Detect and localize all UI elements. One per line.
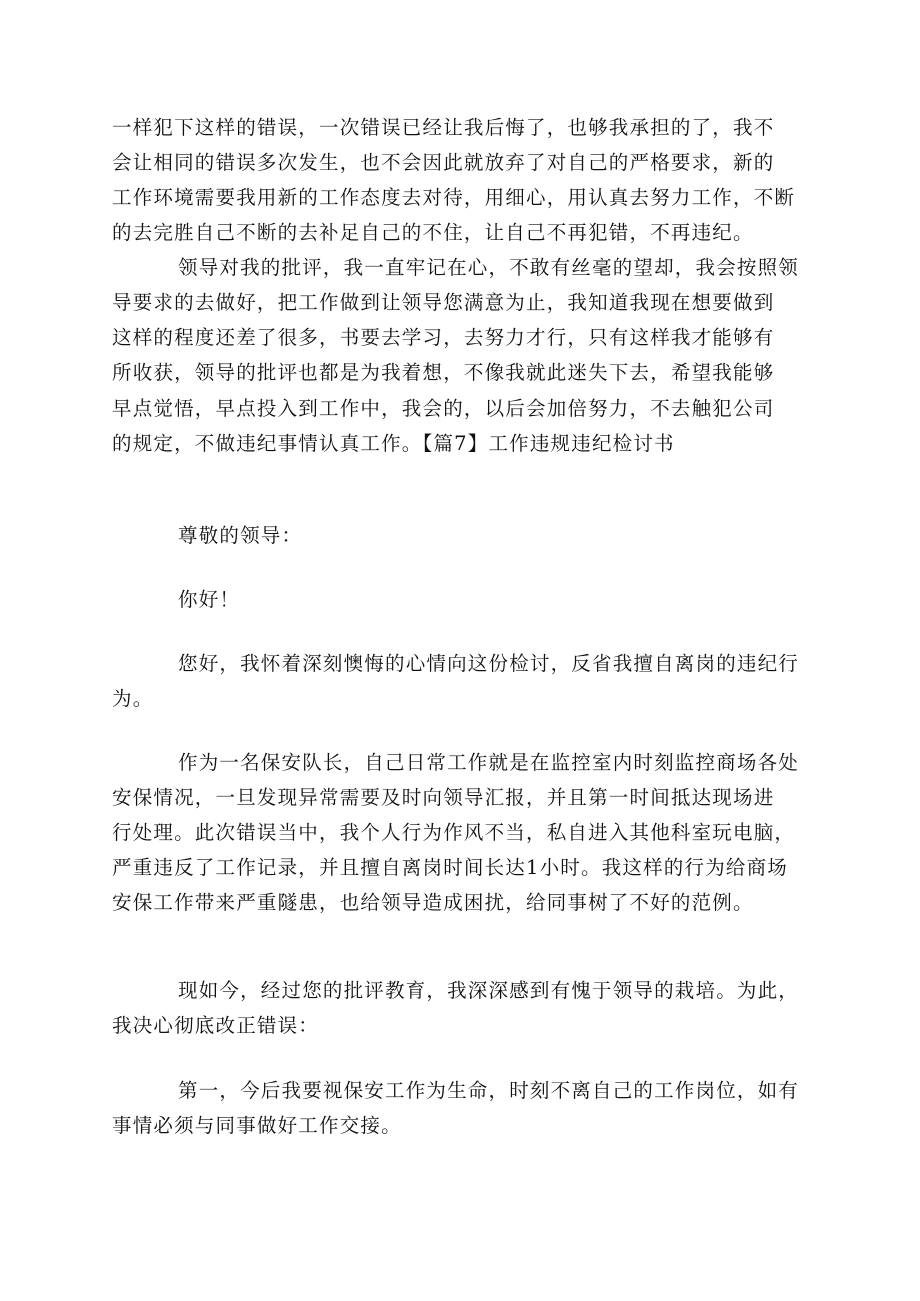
greeting: 你好！	[178, 588, 241, 611]
text-line: 工作环境需要我用新的工作态度去对待，用细心，用认真去努力工作，不断	[112, 186, 796, 209]
text-line: 这样的程度还差了很多，书要去学习，去努力才行，只有这样我才能够有	[112, 326, 775, 349]
text-line: 第一，今后我要视保安工作为生命，时刻不离自己的工作岗位，如有	[178, 1079, 800, 1102]
text-line: 会让相同的错误多次发生，也不会因此就放弃了对自己的严格要求，新的	[112, 151, 775, 174]
text-line: 所收获，领导的批评也都是为我着想，不像我就此迷失下去，希望我能够	[112, 361, 775, 384]
text-line: 作为一名保安队长，自己日常工作就是在监控室内时刻监控商场各处	[178, 751, 800, 774]
text-line: 早点觉悟，早点投入到工作中，我会的，以后会加倍努力，不去触犯公司	[112, 397, 775, 420]
text-line: 事情必须与同事做好工作交接。	[112, 1114, 402, 1137]
text-line: 的规定，不做违纪事情认真工作。【篇7】工作违规违纪检讨书	[112, 432, 675, 455]
text-line: 您好，我怀着深刻懊悔的心情向这份检讨，反省我擅自离岗的违纪行	[178, 652, 800, 675]
text-line: 安保情况，一旦发现异常需要及时向领导汇报，并且第一时间抵达现场进	[112, 786, 775, 809]
text-line: 领导对我的批评，我一直牢记在心，不敢有丝毫的望却，我会按照领	[178, 256, 800, 279]
text-line: 现如今，经过您的批评教育，我深深感到有愧于领导的栽培。为此，	[178, 979, 800, 1002]
text-line: 严重违反了工作记录，并且擅自离岗时间长达1小时。我这样的行为给商场	[112, 856, 789, 879]
text-line: 安保工作带来严重隧患，也给领导造成困扰，给同事树了不好的范例。	[112, 891, 754, 914]
text-line: 行处理。此次错误当中，我个人行为作风不当，私自进入其他科室玩电脑，	[112, 821, 796, 844]
text-line: 为。	[112, 687, 154, 710]
salutation: 尊敬的领导：	[178, 524, 303, 547]
text-line: 导要求的去做好，把工作做到让领导您满意为止，我知道我现在想要做到	[112, 291, 775, 314]
text-line: 一样犯下这样的错误，一次错误已经让我后悔了，也够我承担的了，我不	[112, 116, 775, 139]
text-line: 的去完胜自己不断的去补足自己的不住，让自己不再犯错，不再违纪。	[112, 221, 754, 244]
text-line: 我决心彻底改正错误：	[112, 1014, 320, 1037]
